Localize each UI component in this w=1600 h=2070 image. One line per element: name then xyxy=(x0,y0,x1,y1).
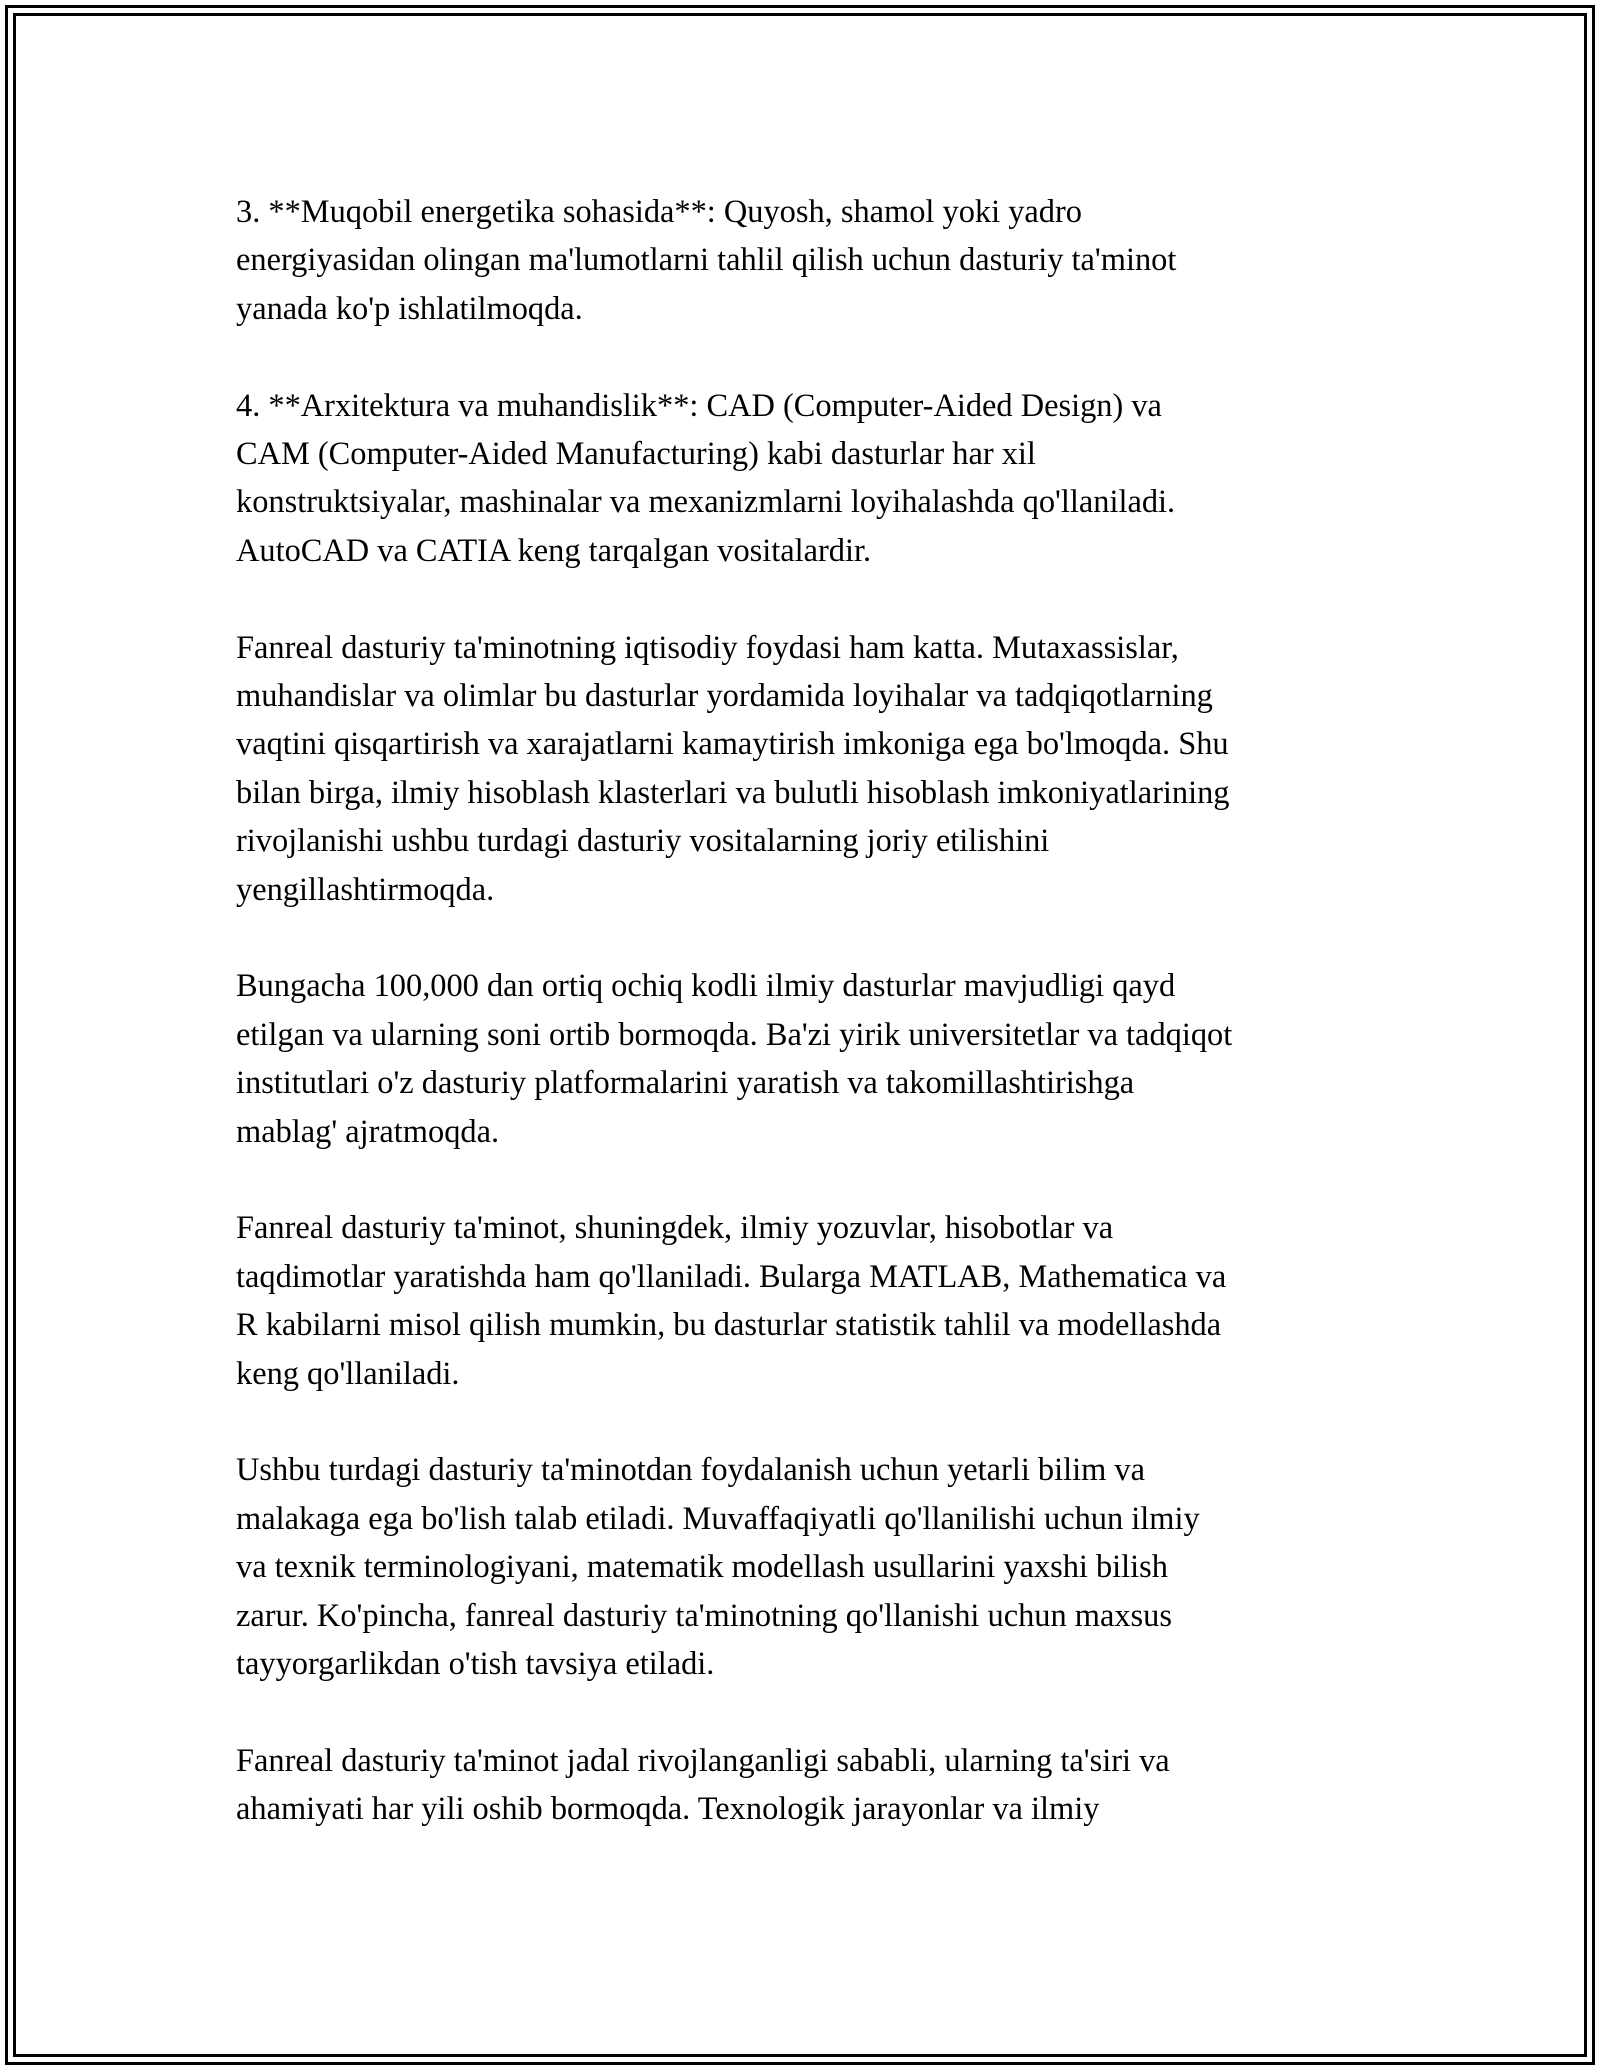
paragraph-open-source-count xyxy=(236,962,1396,1156)
text-line: etilgan va ularning soni ortib bormoqda. Ba'zi yirik universitetlar va tadqiqot xyxy=(236,1016,1233,1053)
text-line: Fanreal dasturiy ta'minotning iqtisodiy foydasi ham katta. Mutaxassislar, xyxy=(236,629,1179,666)
paragraph-scientific-writing xyxy=(236,1204,1396,1398)
text-line: rivojlanishi ushbu turdagi dasturiy vositalarning joriy etilishini xyxy=(236,823,1050,860)
text-line: CAM (Computer-Aided Manufacturing) kabi dasturlar har xil xyxy=(236,436,1036,473)
document-body xyxy=(236,188,1396,1882)
paragraph-required-skills xyxy=(236,1446,1396,1688)
text-line: zarur. Ko'pincha, fanreal dasturiy ta'minotning qo'llanishi uchun maxsus xyxy=(236,1597,1172,1634)
text-line: vaqtini qisqartirish va xarajatlarni kamaytirish imkoniga ega bo'lmoqda. Shu xyxy=(236,726,1229,763)
text-line: keng qo'llaniladi. xyxy=(236,1355,460,1392)
text-line: Ushbu turdagi dasturiy ta'minotdan foydalanish uchun yetarli bilim va xyxy=(236,1452,1145,1489)
text-line: 4. **Arxitektura va muhandislik**: CAD (Computer-Aided Design) va xyxy=(236,387,1162,424)
text-line: yengillashtirmoqda. xyxy=(236,871,495,908)
paragraph-alternative-energy xyxy=(236,188,1396,333)
text-line: ahamiyati har yili oshib bormoqda. Texnologik jarayonlar va ilmiy xyxy=(236,1791,1100,1828)
text-line: AutoCAD va CATIA keng tarqalgan vositalardir. xyxy=(236,532,872,569)
paragraph-rapid-development xyxy=(236,1737,1396,1834)
text-line: konstruktsiyalar, mashinalar va mexanizmlarni loyihalashda qo'llaniladi. xyxy=(236,484,1176,521)
text-line: malakaga ega bo'lish talab etiladi. Muvaffaqiyatli qo'llanilishi uchun ilmiy xyxy=(236,1500,1200,1537)
text-line: energiyasidan olingan ma'lumotlarni tahlil qilish uchun dasturiy ta'minot xyxy=(236,242,1177,279)
text-line: 3. **Muqobil energetika sohasida**: Quyosh, shamol yoki yadro xyxy=(236,194,1082,230)
text-line: bilan birga, ilmiy hisoblash klasterlari va bulutli hisoblash imkoniyatlarining xyxy=(236,774,1230,811)
text-line: Fanreal dasturiy ta'minot, shuningdek, ilmiy yozuvlar, hisobotlar va xyxy=(236,1210,1114,1247)
paragraph-architecture-engineering xyxy=(236,382,1396,576)
text-line: tayyorgarlikdan o'tish tavsiya etiladi. xyxy=(236,1646,715,1683)
text-line: mablag' ajratmoqda. xyxy=(236,1113,500,1150)
paragraph-economic-benefit xyxy=(236,624,1396,914)
text-line: institutlari o'z dasturiy platformalarini yaratish va takomillashtirishga xyxy=(236,1065,1135,1102)
text-line: taqdimotlar yaratishda ham qo'llaniladi. Bularga MATLAB, Mathematica va xyxy=(236,1258,1227,1295)
text-line: R kabilarni misol qilish mumkin, bu dasturlar statistik tahlil va modellashda xyxy=(236,1307,1222,1344)
text-line: va texnik terminologiyani, matematik modellash usullarini yaxshi bilish xyxy=(236,1549,1168,1586)
text-line: muhandislar va olimlar bu dasturlar yordamida loyihalar va tadqiqotlarning xyxy=(236,678,1213,715)
text-line: Bungacha 100,000 dan ortiq ochiq kodli ilmiy dasturlar mavjudligi qayd xyxy=(236,968,1176,1005)
text-line: Fanreal dasturiy ta'minot jadal rivojlanganligi sababli, ularning ta'siri va xyxy=(236,1742,1170,1779)
text-line: yanada ko'p ishlatilmoqda. xyxy=(236,290,583,327)
